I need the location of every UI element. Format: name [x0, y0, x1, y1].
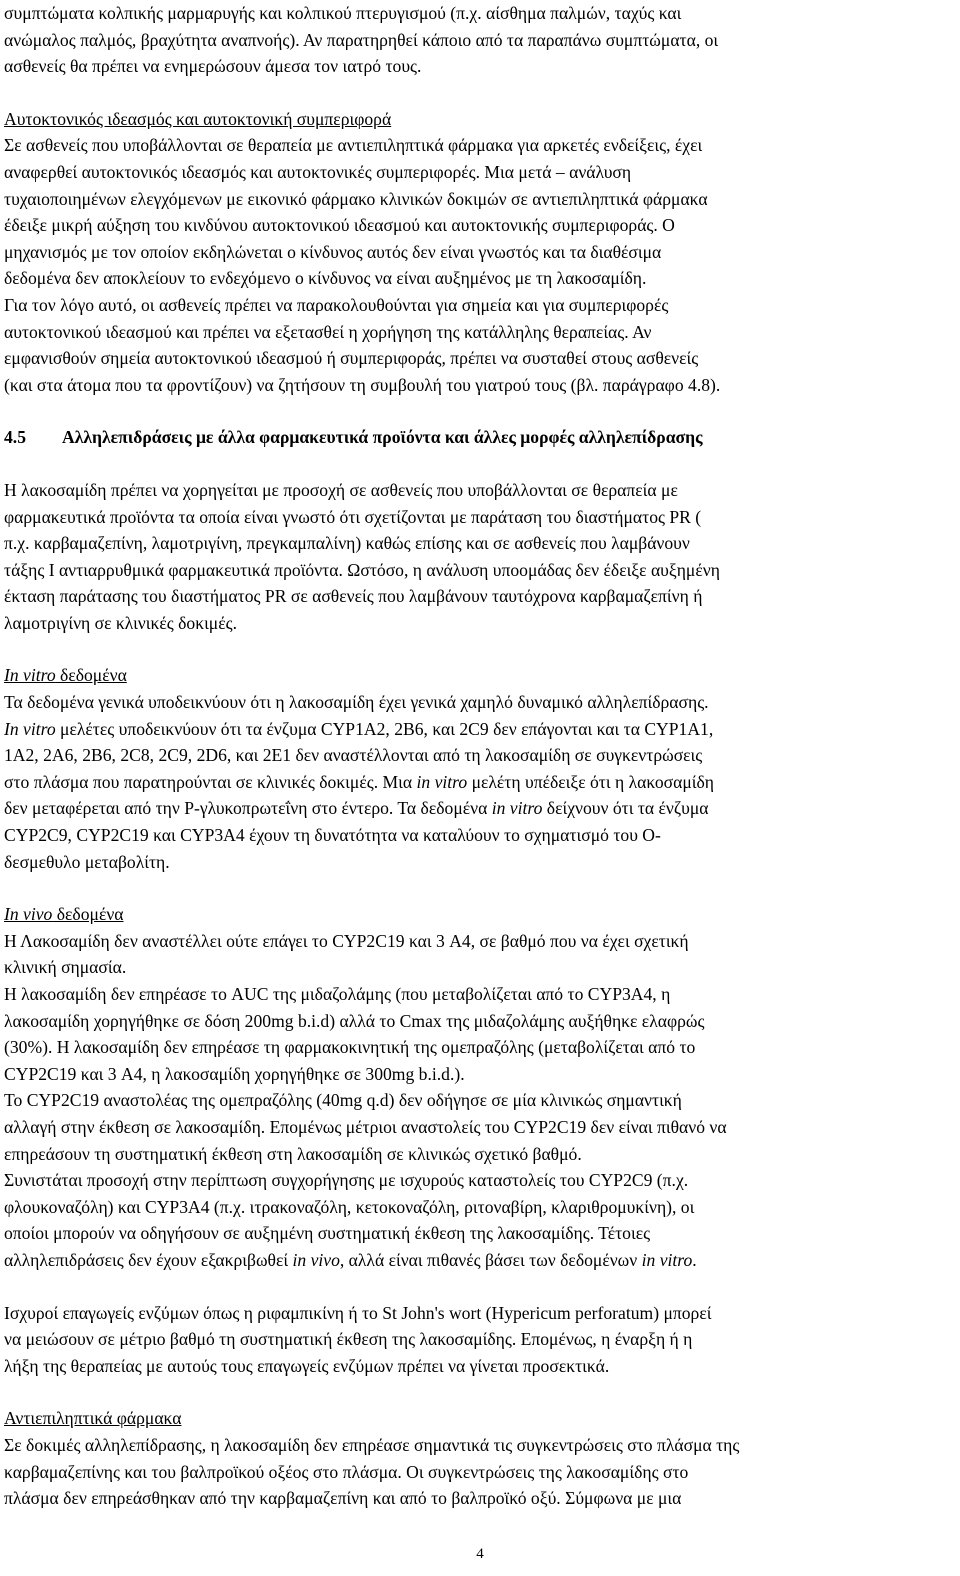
- section-title: Αλληλεπιδράσεις με άλλα φαρμακευτικά προϊόντα και άλλες μορφές αλληλεπίδρασης: [62, 427, 703, 448]
- text-line: αυτοκτονικού ιδεασμού και πρέπει να εξετασθεί η χορήγηση της κατάλληλης θεραπείας. Αν: [4, 321, 652, 342]
- text-line: In vitro μελέτες υποδεικνύουν ότι τα ένζυμα CYP1A2, 2B6, και 2C9 δεν επάγονται και τα CYP1A1,: [4, 718, 714, 739]
- in-vitro-section: [4, 662, 954, 875]
- text-line: τάξης I αντιαρρυθμικά φαρμακευτικά προϊόντα. Ωστόσο, η ανάλυση υποομάδας δεν έδειξε αυξημένη: [4, 559, 720, 580]
- text-line: Η Λακοσαμίδη δεν αναστέλλει ούτε επάγει το CYP2C19 και 3 A4, σε βαθμό που να έχει σχετική: [4, 930, 689, 951]
- text-line: Συνιστάται προσοχή στην περίπτωση συγχορήγησης με ισχυρούς καταστολείς του CYP2C9 (π.χ.: [4, 1170, 689, 1191]
- text-line: Η λακοσαμίδη πρέπει να χορηγείται με προσοχή σε ασθενείς που υποβάλλονται σε θεραπεία με: [4, 479, 678, 500]
- text-line: (30%). Η λακοσαμίδη δεν επηρέασε τη φαρμακοκινητική της ομεπραζόλης (μεταβολίζεται από το: [4, 1037, 696, 1058]
- text-line: συμπτώματα κολπικής μαρμαρυγής και κολπικού πτερυγισμού (π.χ. αίσθημα παλμών, ταχύς και: [4, 3, 682, 23]
- text-line: CYP2C19 και 3 A4, η λακοσαμίδη χορηγήθηκε σε 300mg b.i.d.).: [4, 1063, 465, 1084]
- text-line: Σε ασθενείς που υποβάλλονται σε θεραπεία με αντιεπιληπτικά φάρμακα για αρκετές ενδείξεις, έχει: [4, 135, 703, 156]
- text-line: Η λακοσαμίδη δεν επηρέασε το AUC της μιδαζολάμης (που μεταβολίζεται από το CYP3A4, η: [4, 984, 671, 1004]
- text-line: επηρεάσουν τη συστηματική έκθεση στη λακοσαμίδη σε κλινικώς σχετικό βαθμό.: [4, 1143, 582, 1164]
- text-line: εμφανισθούν σημεία αυτοκτονικού ιδεασμού ή συμπεριφοράς, πρέπει να συσταθεί στους ασθενείς: [4, 348, 699, 369]
- inducers-paragraph: [4, 1300, 954, 1380]
- text-line: έδειξε μικρή αύξηση του κινδύνου αυτοκτονικού ιδεασμού και αυτοκτονικής συμπεριφοράς. Ο: [4, 215, 675, 236]
- text-line: φαρμακευτικά προϊόντα τα οποία είναι γνωστό ότι σχετίζονται με παράταση του διαστήματος PR (: [4, 506, 702, 527]
- text-line: καρβαμαζεπίνης και του βαλπροϊκού οξέος στο πλάσμα. Οι συγκεντρώσεις της λακοσαμίδης στο: [4, 1461, 689, 1482]
- text-line: λαμοτριγίνη σε κλινικές δοκιμές.: [4, 612, 237, 633]
- text-line: 1A2, 2A6, 2B6, 2C8, 2C9, 2D6, και 2E1 δεν αναστέλλονται από τη λακοσαμίδη σε συγκεντρώσεις: [4, 745, 703, 766]
- subheading: In vivo δεδομένα: [4, 904, 124, 925]
- text-line: φλουκοναζόλη) και CYP3A4 (π.χ. ιτρακοναζόλη, κετοκοναζόλη, ριτοναβίρη, κλαριθρομυκίνη), οι: [4, 1196, 695, 1217]
- text-line: αναφερθεί αυτοκτονικός ιδεασμός και αυτοκτονικές συμπεριφορές. Μια μετά – ανάλυση: [4, 161, 632, 182]
- text-line: π.χ. καρβαμαζεπίνη, λαμοτριγίνη, πρεγκαμπαλίνη) καθώς επίσης και σε ασθενείς που λαμβάνουν: [4, 533, 690, 554]
- in-vivo-section: [4, 901, 954, 1273]
- section-heading: [4, 424, 954, 451]
- text-line: Σε δοκιμές αλληλεπίδρασης, η λακοσαμίδη δεν επηρέασε σημαντικά τις συγκεντρώσεις στο πλάσμα της: [4, 1434, 740, 1455]
- text-line: Το CYP2C19 αναστολέας της ομεπραζόλης (40mg q.d) δεν οδήγησε σε μία κλινικώς σημαντική: [4, 1090, 682, 1111]
- text-line: να μειώσουν σε μέτριο βαθμό τη συστηματική έκθεση της λακοσαμίδης. Επομένως, η έναρξη ή η: [4, 1329, 693, 1350]
- text-line: έκταση παράτασης του διαστήματος PR σε ασθενείς που λαμβάνουν ταυτόχρονα καρβαμαζεπίνη ή: [4, 586, 703, 607]
- text-line: κλινική σημασία.: [4, 957, 127, 978]
- text-line: δεν μεταφέρεται από την P-γλυκοπρωτεΐνη στο έντερο. Τα δεδομένα in vitro δείχνουν ότι τα ένζυμα: [4, 798, 709, 819]
- text-line: (και στα άτομα που τα φροντίζουν) να ζητήσουν τη συμβουλή του γιατρού τους (βλ. παράγραφο 4.8).: [4, 374, 721, 395]
- text-line: δεσμεθυλο μεταβολίτη.: [4, 851, 170, 872]
- text-line: στο πλάσμα που παρατηρούνται σε κλινικές δοκιμές. Μια in vitro μελέτη υπέδειξε ότι η λακοσαμίδη: [4, 771, 714, 792]
- text-line: μηχανισμός με τον οποίον εκδηλώνεται ο κίνδυνος αυτός δεν είναι γνωστός και τα διαθέσιμα: [4, 241, 662, 262]
- subheading: Αυτοκτονικός ιδεασμός και αυτοκτονική συμπεριφορά: [4, 108, 392, 129]
- intro-paragraph: [4, 0, 954, 80]
- text-line: αλληλεπιδράσεις δεν έχουν εξακριβωθεί in vivo, αλλά είναι πιθανές βάσει των δεδομένων in vitro.: [4, 1249, 697, 1270]
- text-line: οποίοι μπορούν να οδηγήσουν σε αυξημένη συστηματική έκθεση της λακοσαμίδης. Τέτοιες: [4, 1223, 651, 1244]
- document-page: [4, 0, 954, 1512]
- text-line: CYP2C9, CYP2C19 και CYP3A4 έχουν τη δυνατότητα να καταλύουν το σχηματισμό του O-: [4, 825, 661, 846]
- subheading: In vitro δεδομένα: [4, 665, 127, 686]
- section-number: 4.5: [4, 427, 26, 448]
- text-line: δεδομένα δεν αποκλείουν το ενδεχόμενο ο κίνδυνος να είναι αυξημένος με τη λακοσαμίδη.: [4, 268, 647, 289]
- text-line: Τα δεδομένα γενικά υποδεικνύουν ότι η λακοσαμίδη έχει γενικά χαμηλό δυναμικό αλληλεπίδρασης.: [4, 692, 709, 713]
- page-number: 4: [476, 1546, 484, 1562]
- text-line: Ισχυροί επαγωγείς ενζύμων όπως η ριφαμπικίνη ή το St John's wort (Hypericum perforatum) μπορεί: [4, 1302, 712, 1323]
- text-line: αλλαγή στην έκθεση σε λακοσαμίδη. Επομένως μέτριοι αναστολείς του CYP2C19 δεν είναι πιθανό να: [4, 1116, 727, 1137]
- suicidal-ideation-section: [4, 106, 954, 399]
- text-line: Για τον λόγο αυτό, οι ασθενείς πρέπει να παρακολουθούνται για σημεία και για συμπεριφορές: [4, 294, 669, 315]
- text-line: ανώμαλος παλμός, βραχύτητα αναπνοής). Αν παρατηρηθεί κάποιο από τα παραπάνω συμπτώματα, οι: [4, 29, 719, 50]
- antiepileptics-section: [4, 1405, 954, 1511]
- pr-interval-paragraph: [4, 477, 954, 637]
- text-line: λήξη της θεραπείας με αυτούς τους επαγωγείς ενζύμων πρέπει να γίνεται προσεκτικά.: [4, 1355, 610, 1376]
- subheading: Αντιεπιληπτικά φάρμακα: [4, 1408, 182, 1429]
- text-line: τυχαιοποιημένων ελεγχόμενων με εικονικό φάρμακο κλινικών δοκιμών σε αντιεπιληπτικά φάρμακα: [4, 188, 708, 209]
- text-line: λακοσαμίδη χορηγήθηκε σε δόση 200mg b.i.d) αλλά το Cmax της μιδαζολάμης αυξήθηκε ελαφρώς: [4, 1010, 705, 1031]
- text-line: ασθενείς θα πρέπει να ενημερώσουν άμεσα τον ιατρό τους.: [4, 56, 422, 77]
- text-line: πλάσμα δεν επηρεάσθηκαν από την καρβαμαζεπίνη και από το βαλπροϊκό οξύ. Σύμφωνα με μια: [4, 1488, 682, 1509]
